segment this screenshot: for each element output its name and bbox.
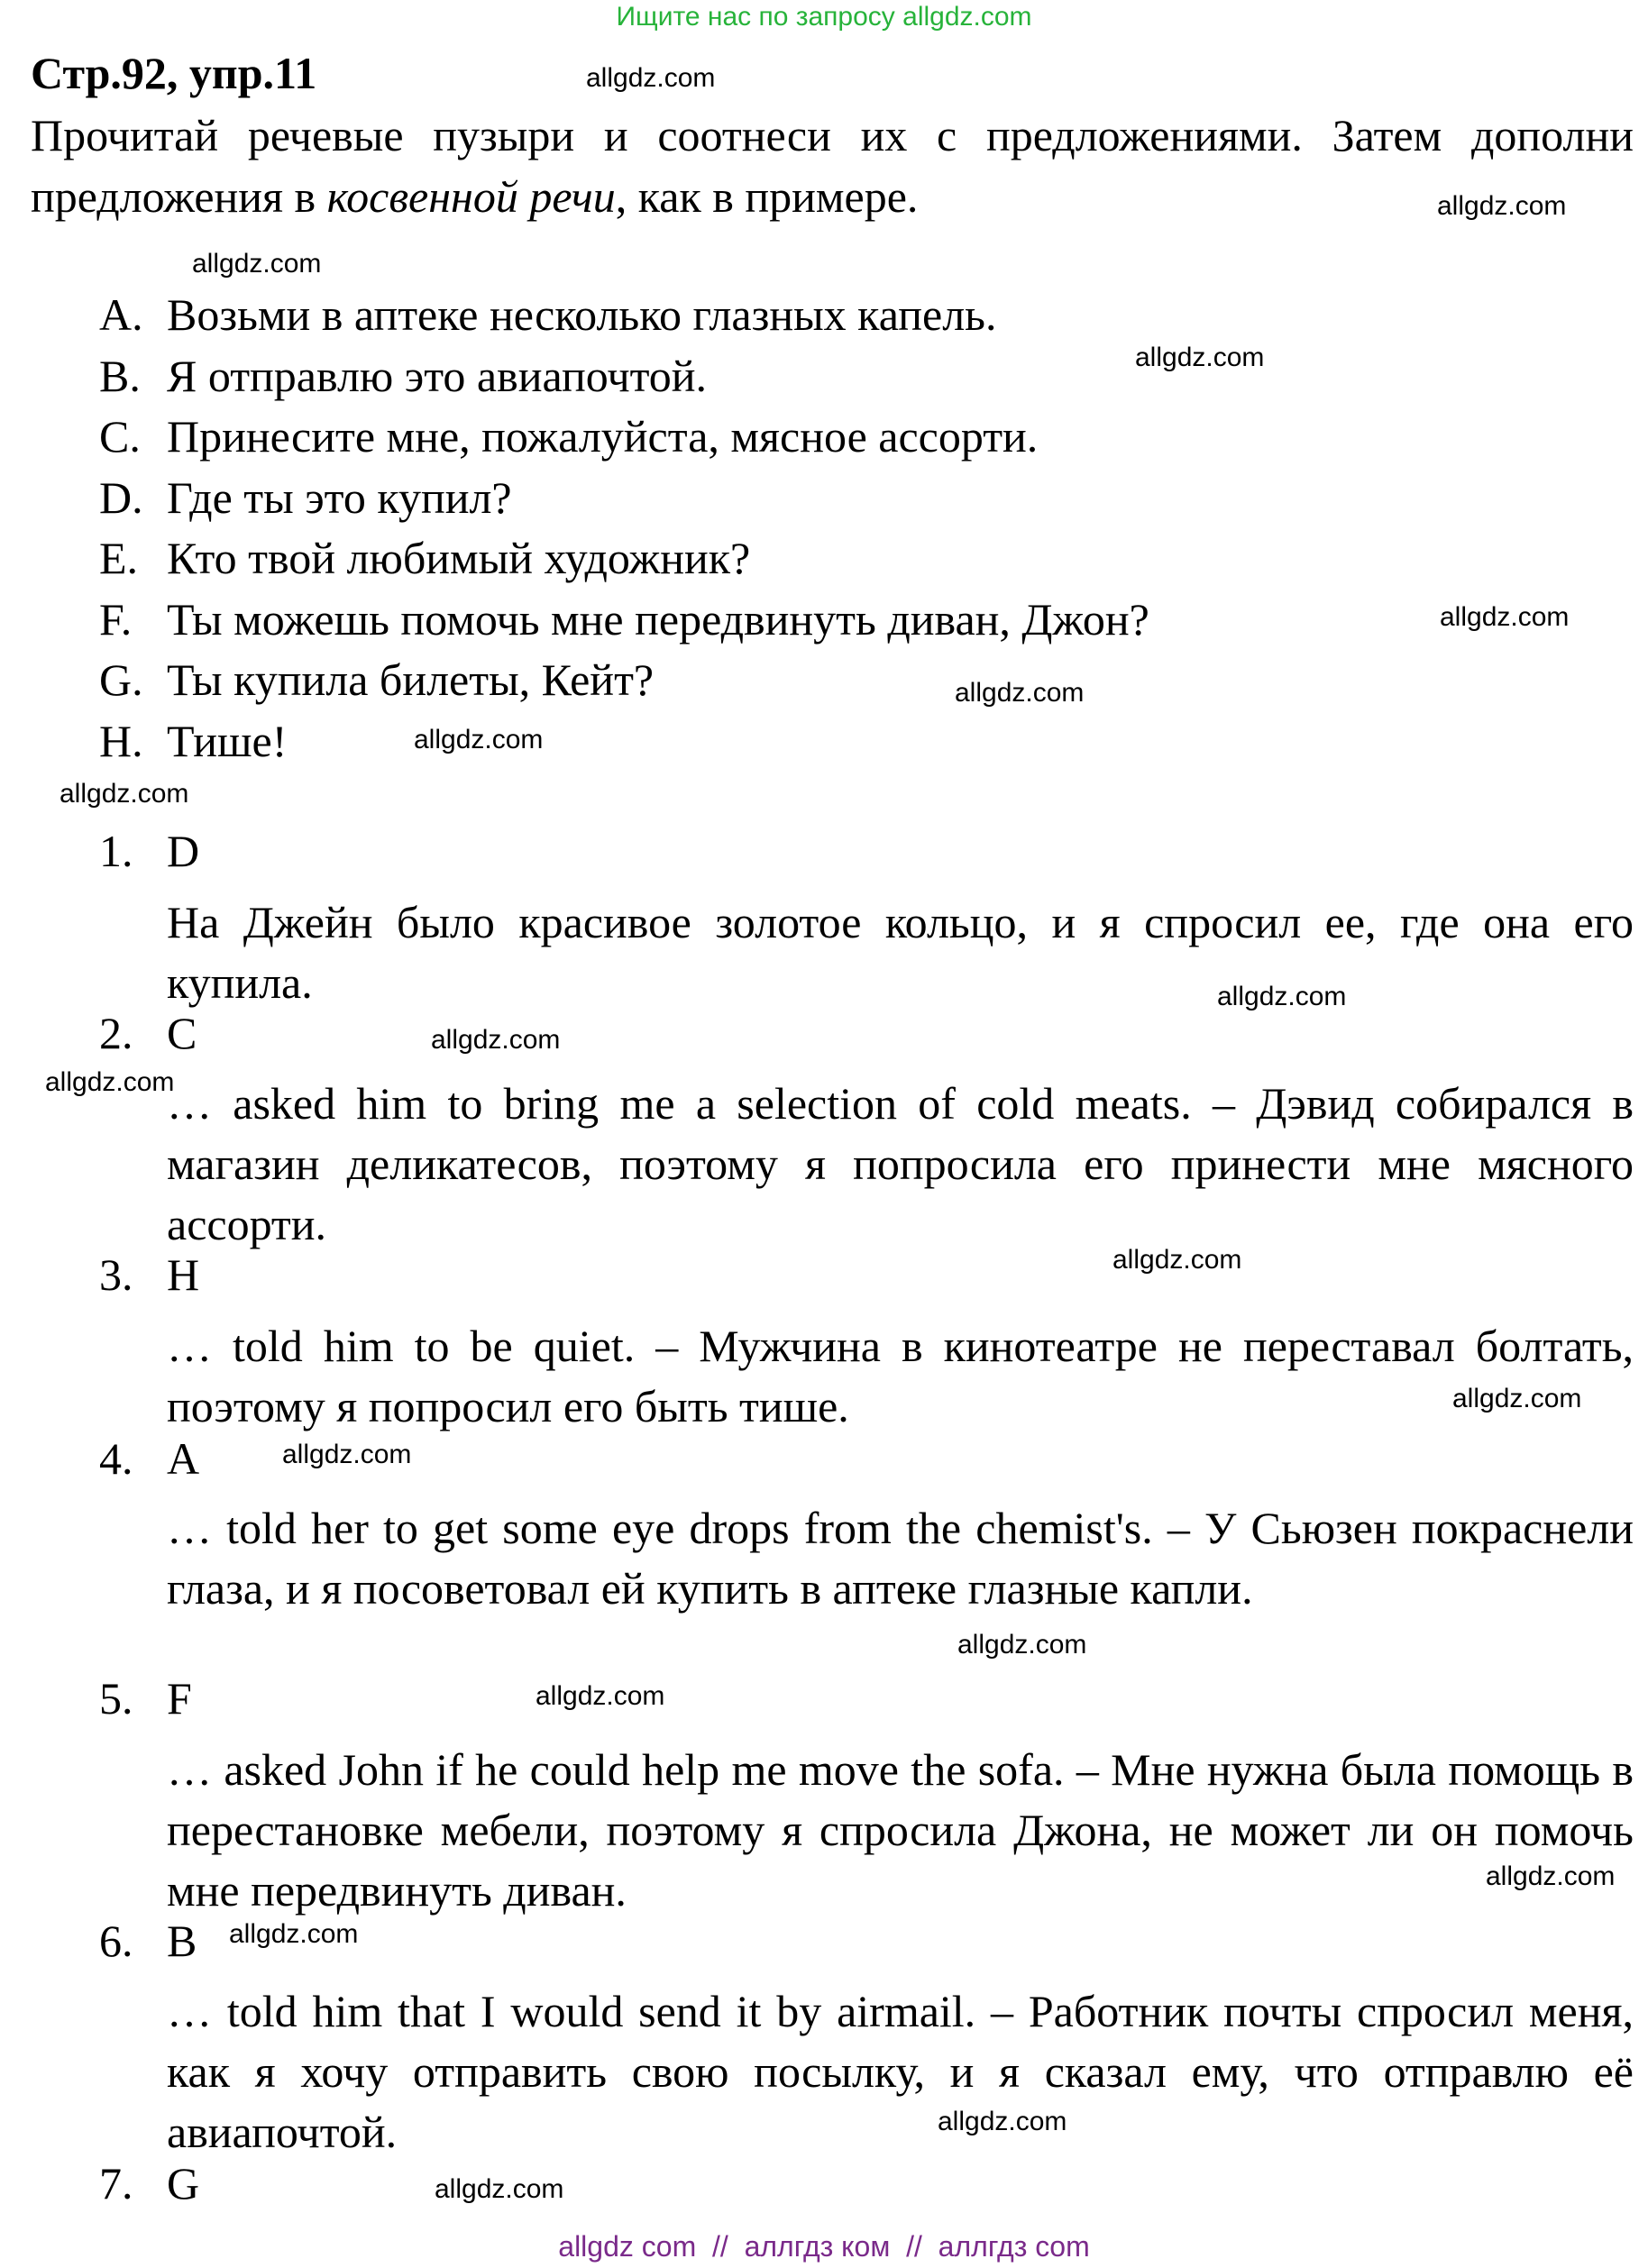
watermark: allgdz.com bbox=[192, 249, 322, 279]
answer-3-text: … told him to be quiet. – Мужчина в кинотеатре не переставал болтать, поэтому я попросил его быть тише. bbox=[167, 1321, 1634, 1431]
sentence-letter: E. bbox=[99, 533, 139, 583]
answer-4-label bbox=[99, 1432, 199, 1485]
answer-number: 5. bbox=[99, 1673, 133, 1724]
watermark: allgdz.com bbox=[229, 1919, 359, 1949]
sentence-c bbox=[99, 407, 1149, 468]
answer-3-label bbox=[99, 1248, 199, 1301]
answer-number: 7. bbox=[99, 2158, 133, 2209]
watermark: allgdz.com bbox=[1112, 1245, 1242, 1275]
answer-letter: B bbox=[167, 1916, 197, 1966]
answer-4-text: … told her to get some eye drops from the chemist's. – У Сьюзен покраснели глаза, и я посоветовал ей купить в аптеке глазные капли. bbox=[167, 1503, 1634, 1614]
sentence-letter: D. bbox=[99, 471, 143, 523]
answer-number: 6. bbox=[99, 1916, 133, 1966]
answer-number: 2. bbox=[99, 1008, 133, 1058]
page-title: Стр.92, упр.11 bbox=[31, 48, 317, 98]
watermark: allgdz.com bbox=[1135, 343, 1265, 372]
answer-letter: A bbox=[167, 1433, 200, 1484]
sentence-letter: C. bbox=[99, 411, 141, 462]
watermark: allgdz.com bbox=[1486, 1861, 1616, 1891]
sentence-f bbox=[99, 590, 1149, 651]
answer-letter: G bbox=[167, 2158, 200, 2209]
answer-5-label bbox=[99, 1672, 192, 1724]
top-banner: Ищите нас по запросу allgdz.com bbox=[616, 2, 1032, 32]
answer-2-text: … asked him to bring me a selection of cold meats. – Дэвид собирался в магазин деликатесов, поэтому я попросила его принести мне мясного ассорти. bbox=[167, 1078, 1634, 1249]
watermark: allgdz.com bbox=[1437, 191, 1567, 221]
bottom-banner: allgdz com // аллгдз ком // аллгдз com bbox=[558, 2230, 1090, 2263]
watermark: allgdz.com bbox=[1452, 1384, 1582, 1413]
sentence-letter: F. bbox=[99, 593, 133, 645]
answer-6-label bbox=[99, 1915, 197, 1967]
sentence-text: Кто твой любимый художник? bbox=[167, 533, 751, 583]
answer-1-label bbox=[99, 825, 199, 877]
watermark: allgdz.com bbox=[1217, 982, 1347, 1011]
answer-2-label bbox=[99, 1007, 197, 1059]
watermark: allgdz.com bbox=[282, 1440, 412, 1469]
intro-emphasis: косвенной речи bbox=[326, 171, 616, 222]
watermark: allgdz.com bbox=[955, 678, 1085, 708]
intro-text-1: Прочитай речевые пузыри и соотнеси их с предложениями. Затем дополни предложения в bbox=[31, 110, 1634, 222]
sentence-a bbox=[99, 285, 1149, 346]
watermark: allgdz.com bbox=[586, 63, 716, 93]
watermark: allgdz.com bbox=[431, 1025, 561, 1055]
sentence-text: Тише! bbox=[167, 715, 288, 766]
watermark: allgdz.com bbox=[45, 1067, 175, 1097]
watermark: allgdz.com bbox=[435, 2174, 564, 2204]
sentence-letter: B. bbox=[99, 350, 141, 401]
answer-number: 3. bbox=[99, 1249, 133, 1300]
sentence-letter: G. bbox=[99, 654, 143, 705]
watermark: allgdz.com bbox=[414, 725, 544, 754]
answer-letter: H bbox=[167, 1249, 200, 1300]
answer-letter: F bbox=[167, 1673, 192, 1724]
sentence-text: Где ты это купил? bbox=[167, 471, 512, 523]
answer-letter: C bbox=[167, 1008, 197, 1058]
answer-number: 1. bbox=[99, 826, 133, 876]
answer-letter: D bbox=[167, 826, 200, 876]
answer-number: 4. bbox=[99, 1433, 133, 1484]
sentence-letter: H. bbox=[99, 715, 143, 766]
sentence-letter: A. bbox=[99, 289, 143, 340]
watermark: allgdz.com bbox=[938, 2107, 1067, 2136]
intro-text-2: , как в примере. bbox=[615, 171, 919, 222]
sentence-text: Ты купила билеты, Кейт? bbox=[167, 654, 655, 705]
answer-7-label bbox=[99, 2157, 199, 2209]
watermark: allgdz.com bbox=[957, 1630, 1087, 1660]
sentence-h bbox=[99, 711, 1149, 773]
sentence-d bbox=[99, 468, 1149, 529]
task-instructions bbox=[31, 105, 1634, 227]
sentence-e bbox=[99, 528, 1149, 590]
answer-5-text: … asked John if he could help me move the sofa. – Мне нужна была помощь в перестановке мебели, поэтому я спросила Джона, не может ли он помочь мне передвинуть диван. bbox=[167, 1744, 1634, 1916]
answer-6-text: … told him that I would send it by airmail. – Работник почты спросил меня, как я хочу отправить свою посылку, и я сказал ему, что отправлю её авиапочтой. bbox=[167, 1986, 1634, 2157]
answer-1-text: На Джейн было красивое золотое кольцо, и я спросил ее, где она его купила. bbox=[167, 897, 1634, 1008]
sentence-text: Возьми в аптеке несколько глазных капель. bbox=[167, 289, 997, 340]
watermark: allgdz.com bbox=[536, 1681, 665, 1711]
watermark: allgdz.com bbox=[1440, 602, 1570, 632]
sentence-b bbox=[99, 346, 1149, 407]
sentence-text: Принесите мне, пожалуйста, мясное ассорти. bbox=[167, 411, 1039, 462]
watermark: allgdz.com bbox=[60, 779, 189, 809]
sentence-text: Я отправлю это авиапочтой. bbox=[167, 350, 708, 401]
sentence-text: Ты можешь помочь мне передвинуть диван, Джон? bbox=[167, 593, 1149, 645]
